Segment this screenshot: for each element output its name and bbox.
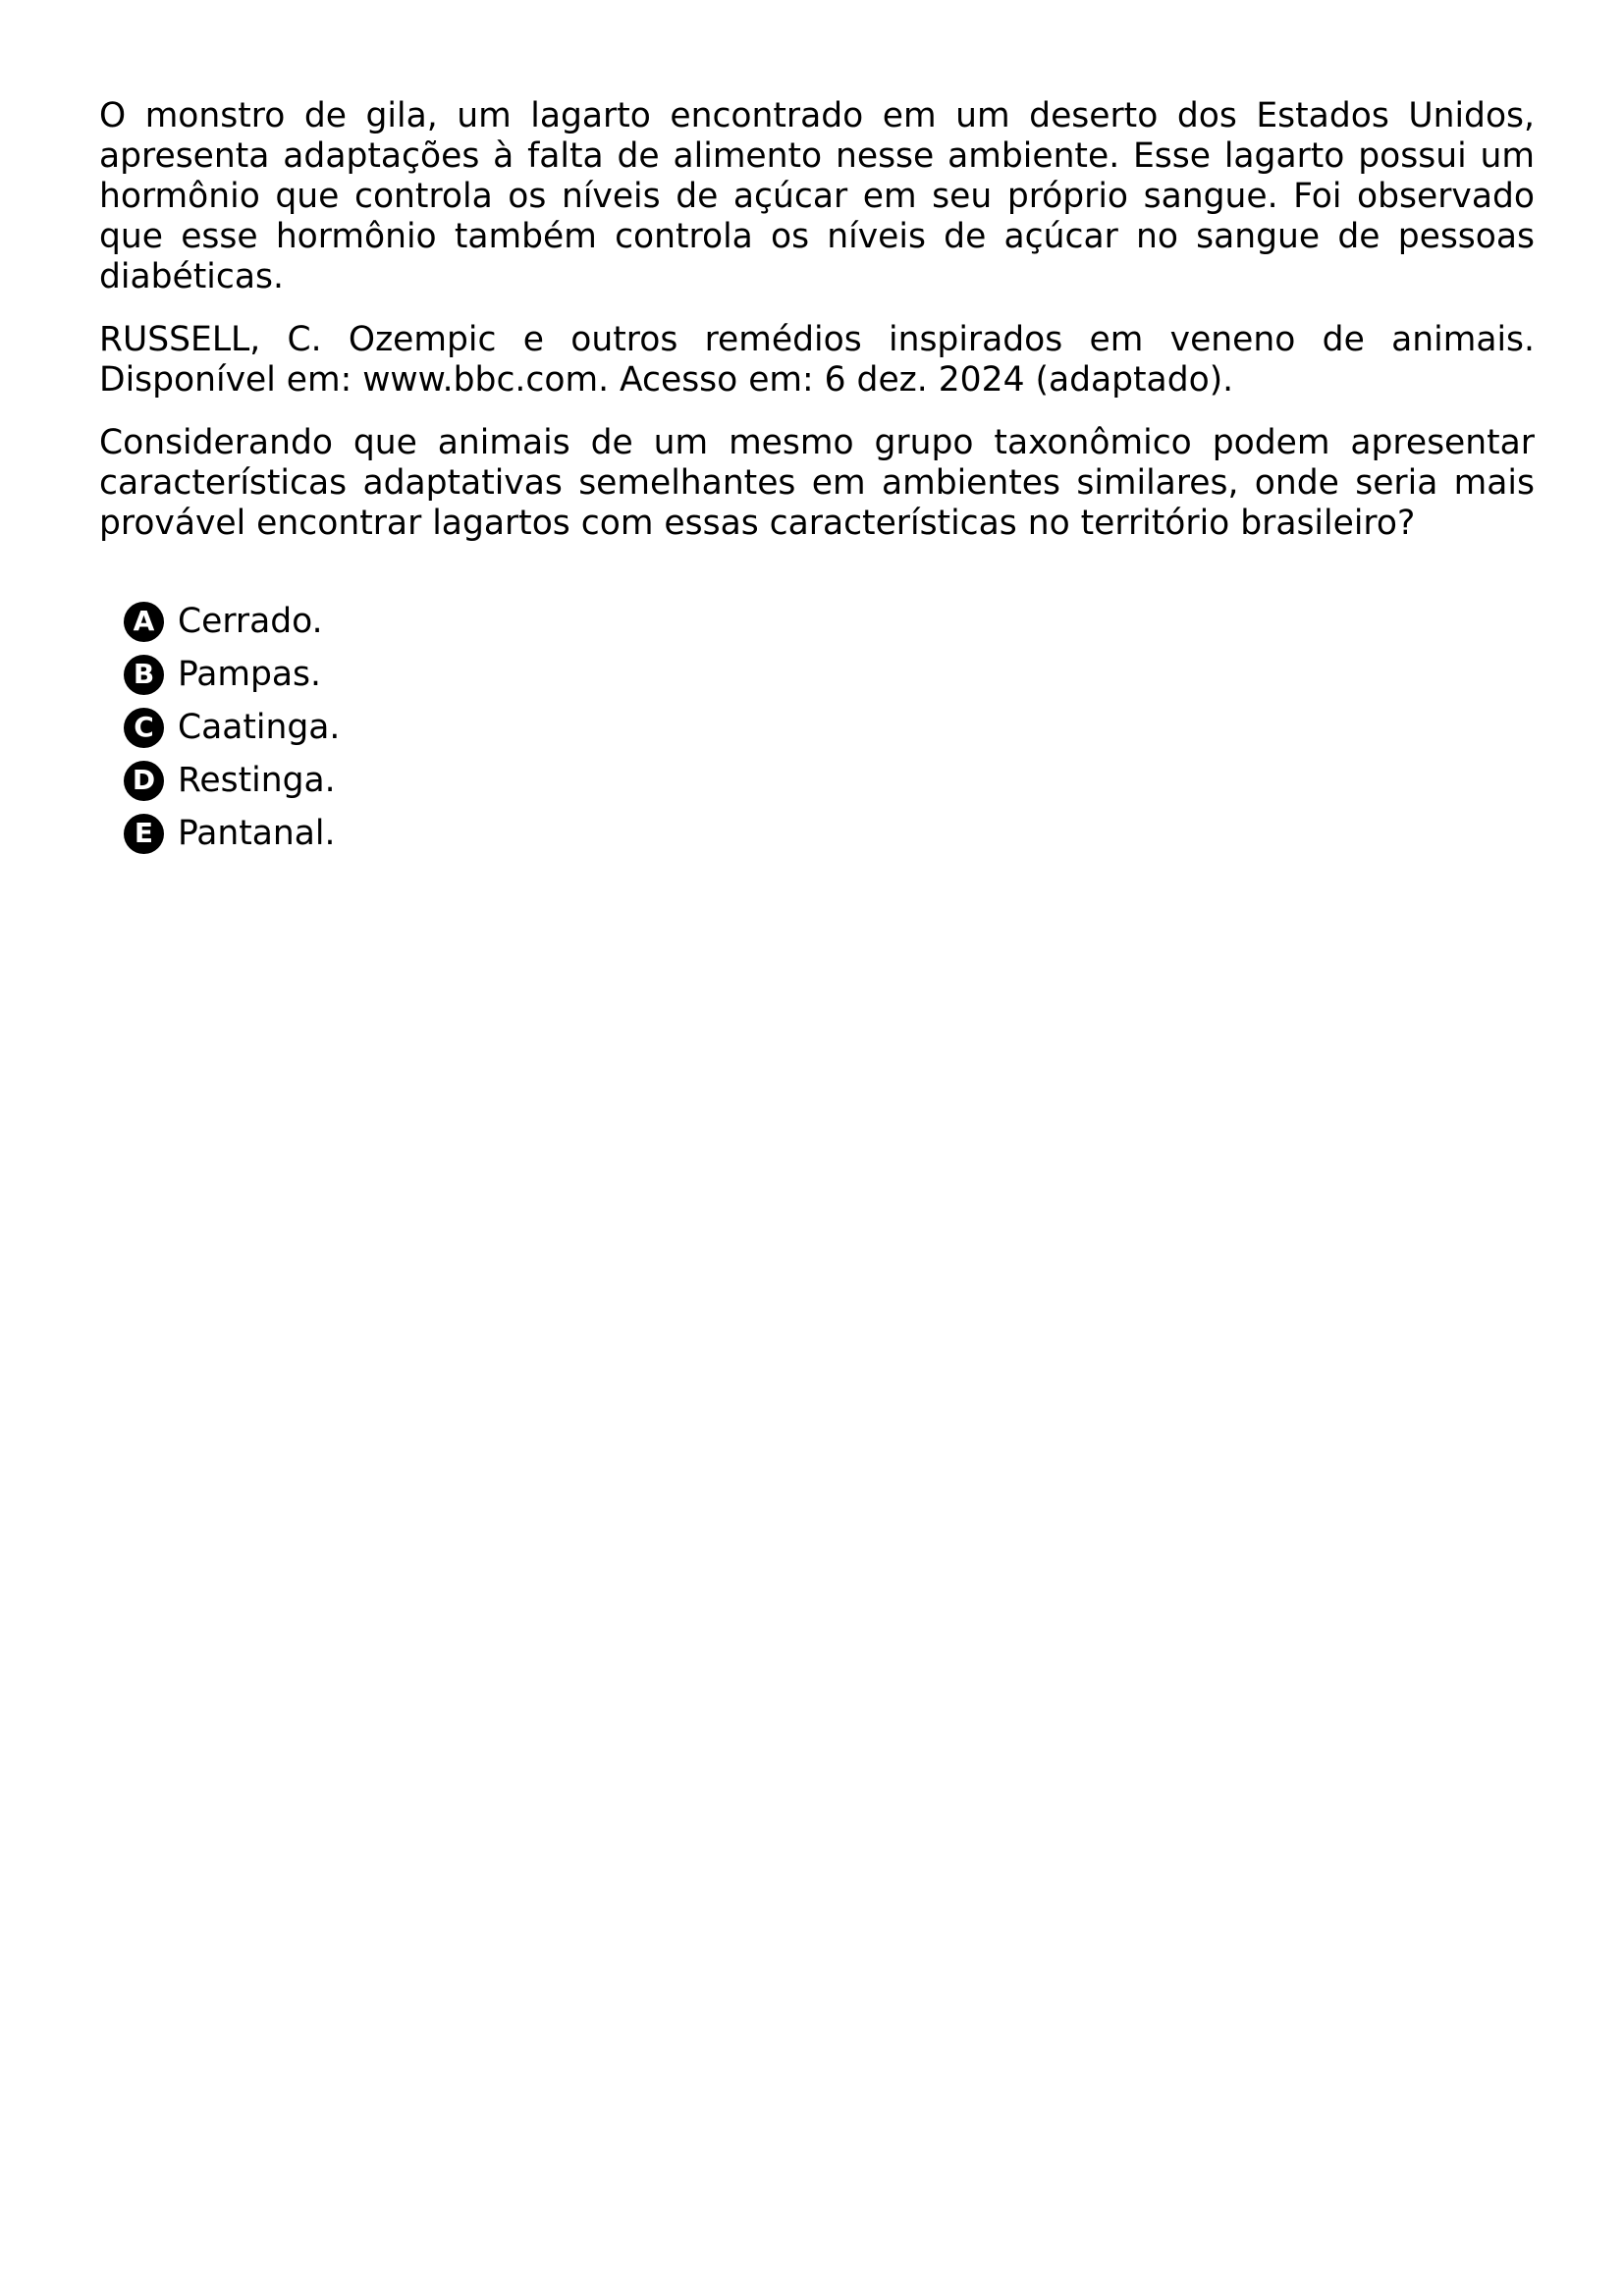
question-prompt: Considerando que animais de um mesmo grupo taxonômico podem apresentar características adaptativas semelhantes em ambientes similares, onde seria mais provável encontrar lagartos com essas características no território brasileiro? — [99, 423, 1535, 543]
option-text: Cerrado. — [178, 601, 323, 641]
answer-options — [99, 595, 1535, 860]
option-letter-badge: C — [124, 708, 164, 748]
option-c[interactable] — [124, 701, 1535, 754]
option-text: Restinga. — [178, 760, 336, 800]
option-e[interactable] — [124, 807, 1535, 860]
option-b[interactable] — [124, 648, 1535, 701]
option-a[interactable] — [124, 595, 1535, 648]
option-text: Caatinga. — [178, 707, 341, 747]
option-text: Pampas. — [178, 654, 321, 694]
option-text: Pantanal. — [178, 813, 336, 853]
source-citation: RUSSELL, C. Ozempic e outros remédios inspirados em veneno de animais. Disponível em: www.bbc.com. Acesso em: 6 dez. 2024 (adaptado). — [99, 320, 1535, 400]
option-letter-badge: A — [124, 602, 164, 642]
question-page — [99, 96, 1535, 860]
option-d[interactable] — [124, 754, 1535, 807]
option-letter-badge: E — [124, 814, 164, 854]
option-letter-badge: D — [124, 761, 164, 801]
context-paragraph: O monstro de gila, um lagarto encontrado em um deserto dos Estados Unidos, apresenta adaptações à falta de alimento nesse ambiente. Esse lagarto possui um hormônio que controla os níveis de açúcar em seu próprio sangue. Foi observado que esse hormônio também controla os níveis de açúcar no sangue de pessoas diabéticas. — [99, 96, 1535, 296]
option-letter-badge: B — [124, 655, 164, 695]
